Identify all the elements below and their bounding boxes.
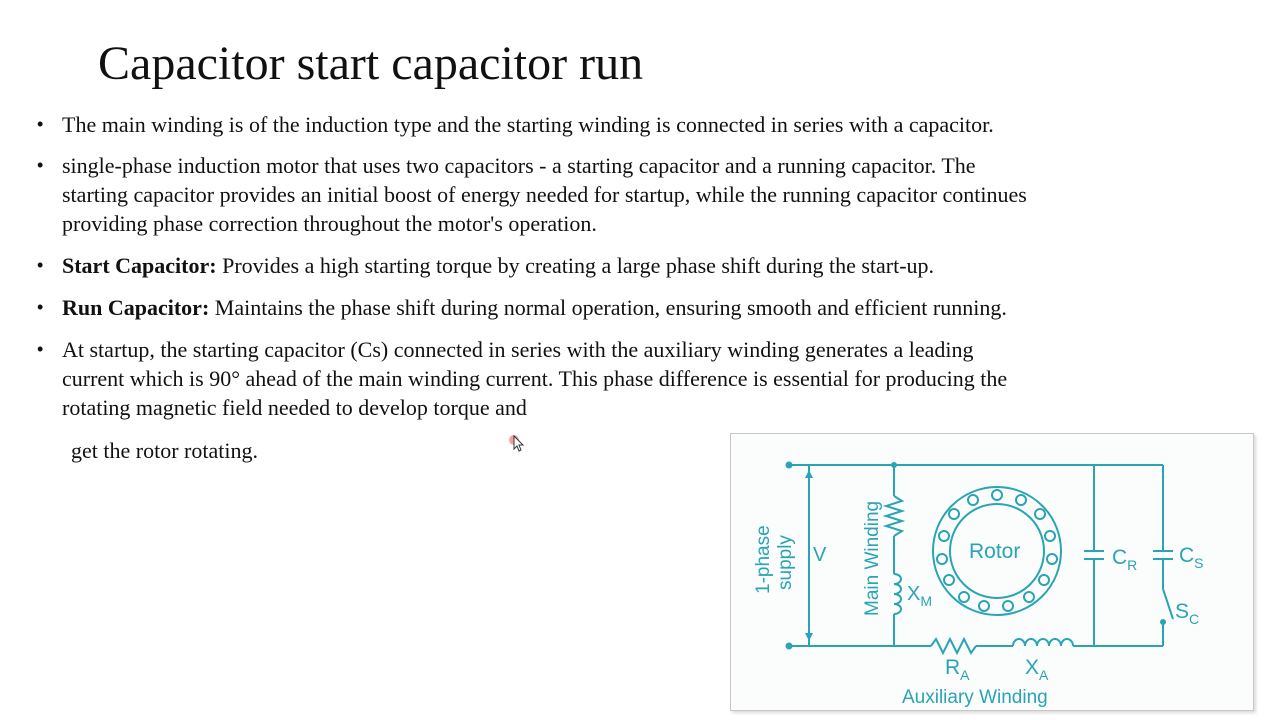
start-capacitor-text: Provides a high starting torque by creating a large phase shift during the start-up. <box>216 253 935 278</box>
voltage-label: V <box>813 544 827 566</box>
circuit-diagram <box>730 433 1254 711</box>
bullet-1 <box>62 110 1262 139</box>
mouse-pointer-icon <box>508 433 526 453</box>
bullet-5-line-1: • At startup, the starting capacitor (Cs) connected in series with the auxiliary winding generates a leading <box>62 337 974 362</box>
run-capacitor-term: Run Capacitor: <box>62 295 210 320</box>
bullet-2-line-1: • single-phase induction motor that uses two capacitors - a starting capacitor and a running capacitor. The <box>62 153 976 178</box>
bullet-5-line-3: rotating magnetic field needed to develop torque and <box>62 395 527 420</box>
ra-label: $R_A$ <box>945 656 970 683</box>
xm-label: $X_M$ <box>907 583 933 609</box>
slide-title: Capacitor start capacitor run <box>98 37 644 90</box>
main-winding-label: Main Winding <box>862 500 883 616</box>
cr-label: $C_R$ <box>1112 546 1138 573</box>
run-capacitor-text: Maintains the phase shift during normal operation, ensuring smooth and efficient running. <box>209 295 1007 320</box>
bullet-5-line-2: current which is 90° ahead of the main winding current. This phase difference is essential for producing the <box>62 366 1008 391</box>
bullet-5 <box>62 335 1262 422</box>
cs-label: $C_S$ <box>1179 544 1204 571</box>
bullet-2 <box>62 151 1262 238</box>
bullet-run-capacitor <box>62 293 1262 322</box>
bullet-2-line-2: starting capacitor provides an initial boost of energy needed for startup, while the running capacitor continues <box>62 182 1027 207</box>
xa-label: $X_A$ <box>1025 656 1049 683</box>
auxiliary-winding-label: Auxiliary Winding <box>902 687 1048 708</box>
bullet-start-capacitor <box>62 251 1262 280</box>
circuit-svg <box>731 434 1253 710</box>
supply-label-1: 1-phase <box>753 525 774 594</box>
supply-label-2: supply <box>775 535 796 590</box>
start-capacitor-term: Start Capacitor: <box>62 253 217 278</box>
sc-label: $S_C$ <box>1175 600 1200 627</box>
bullet-2-line-3: providing phase correction throughout the motor's operation. <box>62 211 597 236</box>
bullet-1-line-1: • The main winding is of the induction type and the starting winding is connected in series with a capacitor. <box>62 112 994 137</box>
continuation-text: get the rotor rotating. <box>71 438 258 463</box>
rotor-label: Rotor <box>969 540 1021 563</box>
